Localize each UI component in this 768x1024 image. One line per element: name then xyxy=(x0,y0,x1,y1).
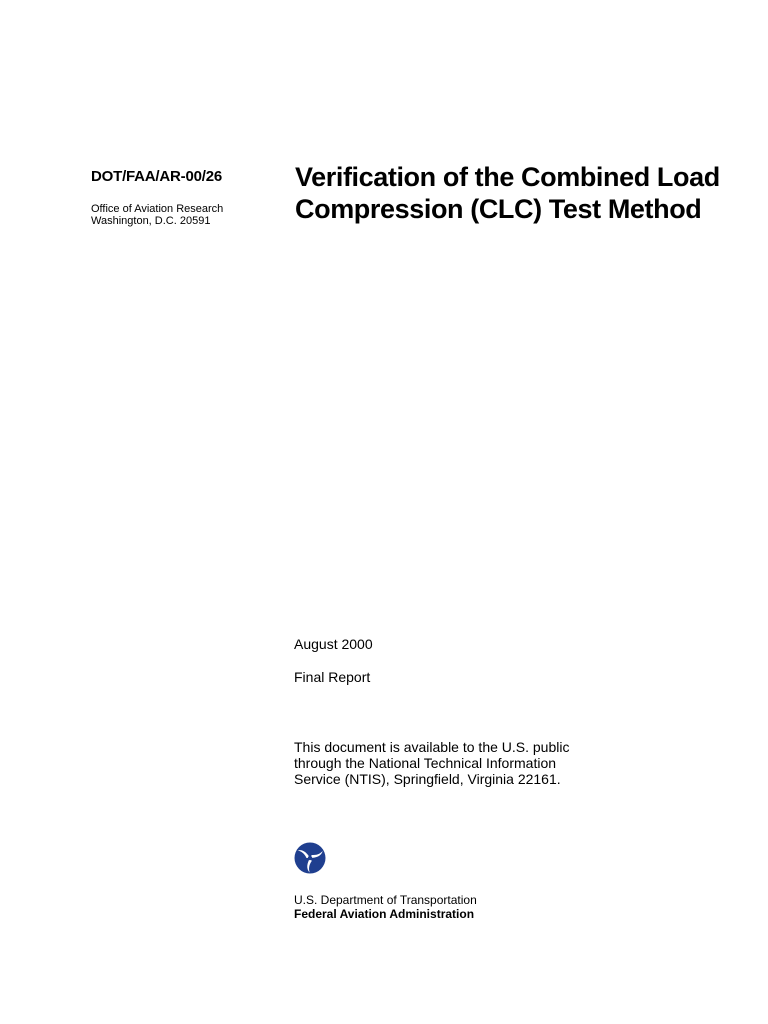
availability-line-2: through the National Technical Information xyxy=(294,755,557,771)
availability-statement xyxy=(294,739,569,787)
report-date: August 2000 xyxy=(294,636,373,652)
availability-line-1: This document is available to the U.S. public xyxy=(294,739,570,755)
title-line-1: Verification of the Combined Load xyxy=(295,162,720,192)
office-name: Office of Aviation Research xyxy=(91,203,224,215)
administration-name: Federal Aviation Administration xyxy=(294,907,475,921)
office-address xyxy=(91,203,223,227)
document-title xyxy=(295,161,720,225)
report-number: DOT/FAA/AR-00/26 xyxy=(91,168,222,185)
report-type: Final Report xyxy=(294,669,371,685)
availability-line-3: Service (NTIS), Springfield, Virginia 22161. xyxy=(294,771,561,787)
title-line-2: Compression (CLC) Test Method xyxy=(295,194,702,224)
agency-block xyxy=(294,893,477,921)
dot-logo-icon xyxy=(294,842,326,874)
department-name: U.S. Department of Transportation xyxy=(294,893,477,907)
office-city: Washington, D.C. 20591 xyxy=(91,215,211,227)
